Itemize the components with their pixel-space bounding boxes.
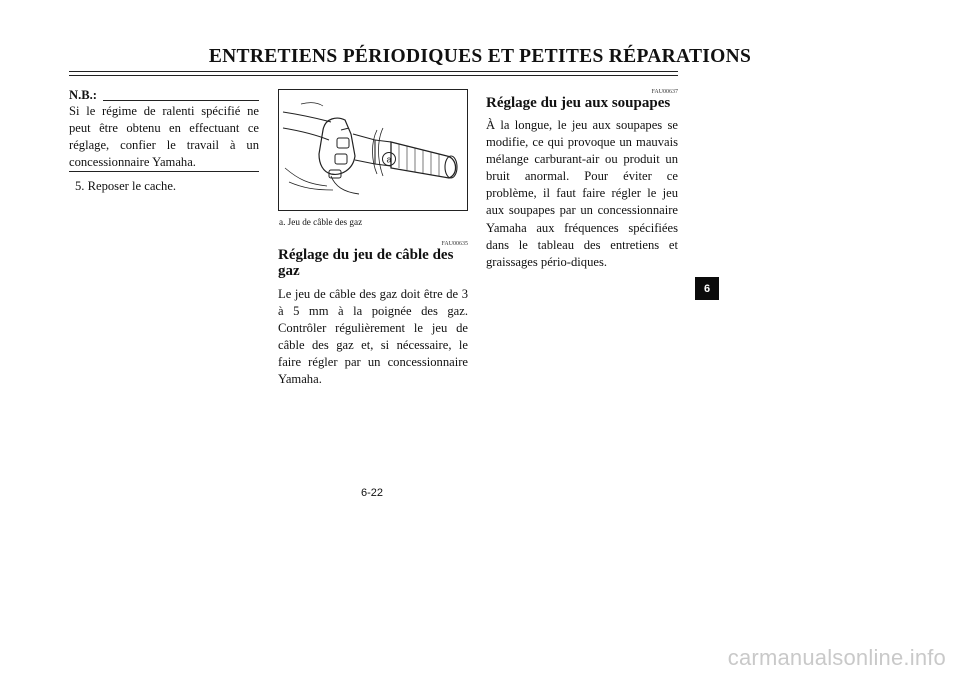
note-text: Si le régime de ralenti spécifié ne peut être obtenu en effectuant ce réglage, confier le travail à un concessionnaire Yamaha.: [69, 104, 259, 170]
page-number: 6-22: [360, 487, 384, 499]
section-heading-valves: Réglage du jeu aux soupapes: [486, 95, 671, 111]
figure-callout: a: [386, 154, 392, 165]
header-rule-thin: [69, 75, 678, 76]
section-code: FAU00635: [441, 241, 468, 247]
figure-caption: a. Jeu de câble des gaz: [279, 217, 363, 227]
step-item: 5. Reposer le cache.: [75, 179, 177, 193]
handlebar-illustration: [279, 90, 467, 210]
note-label-rule: [103, 100, 259, 101]
note-label: N.B.:: [69, 88, 97, 102]
section-text-throttle: Le jeu de câble des gaz doit être de 3 à 5 mm à la poignée des gaz. Contrôler régulièrement le jeu de câble des gaz et, si nécessaire, le faire régler par un concessionnaire Yamaha.: [278, 287, 468, 387]
section-heading-throttle: Réglage du jeu de câble des gaz: [278, 247, 454, 279]
note-end-rule: [69, 171, 259, 172]
header-rule-thick: [69, 71, 678, 72]
chapter-tab: 6: [695, 277, 719, 300]
section-text-valves: À la longue, le jeu aux soupapes se modifie, ce qui provoque un mauvais mélange carburant-air ou produit un bruit anormal. Pour éviter ce problème, il faut faire régler le jeu aux soupapes par un concessionnaire Yamaha aux fréquences spécifiées dans le tableau des entretiens et graissages pério-diques.: [486, 118, 678, 269]
throttle-figure: [278, 89, 468, 211]
page-title: ENTRETIENS PÉRIODIQUES ET PETITES RÉPARATIONS: [208, 46, 752, 67]
section-code: FAU00637: [651, 89, 678, 95]
watermark: carmanualsonline.info: [727, 645, 946, 670]
